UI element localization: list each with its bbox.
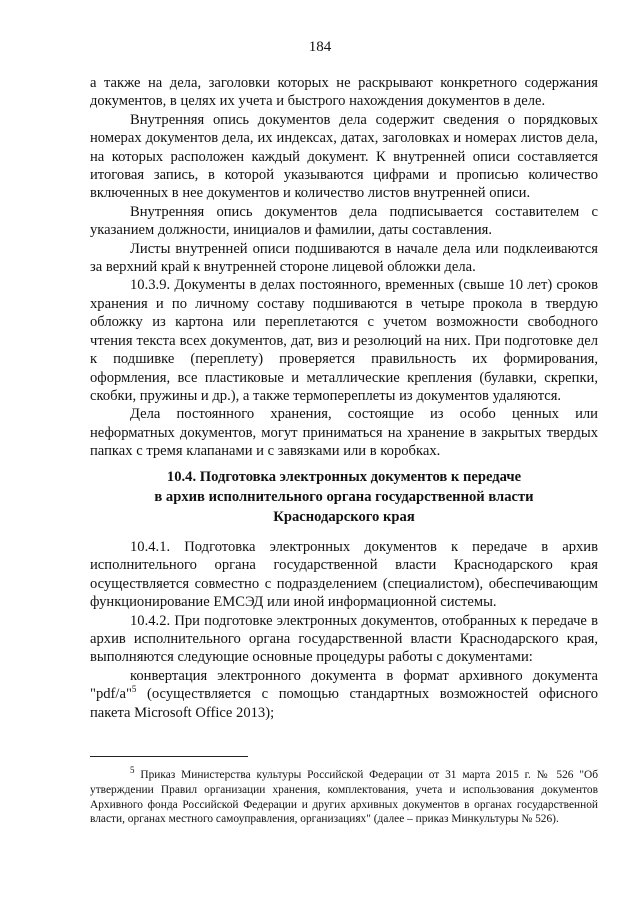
paragraph-inventory-sheets: Листы внутренней описи подшиваются в начале дела или подклеиваются за верхний край к внутренней стороне лицевой обложки дела.	[90, 240, 598, 276]
page-number: 184	[308, 39, 332, 55]
paragraph-10-4-2: 10.4.2. При подготовке электронных документов, отобранных к передаче в архив исполнительного органа государственной власти Краснодарского края, выполняются следующие основные процедуры работы с документами:	[90, 612, 598, 666]
paragraph-10-4-1: 10.4.1. Подготовка электронных документов к передаче в архив исполнительного органа государственной власти Краснодарского края осуществляется совместно с подразделением (специалистом), обеспечивающим функционирование ЕМСЭД или иной информационной системы.	[90, 539, 598, 611]
paragraph-continuation: а также на дела, заголовки которых не раскрывают конкретного содержания документов, в целях их учета и быстрого нахождения документов в деле.	[90, 75, 598, 110]
footnote-reference: 5	[131, 684, 137, 695]
section-heading-line: 10.4. Подготовка электронных документов к передаче	[166, 469, 522, 485]
footnote-divider	[90, 756, 248, 757]
section-heading-line: в архив исполнительного органа государственной власти	[154, 489, 534, 505]
section-heading-line: Краснодарского края	[273, 509, 415, 525]
conversion-item-text: конвертация электронного документа в формат архивного документа "pdf/a"	[90, 667, 598, 703]
paragraph-permanent-storage: Дела постоянного хранения, состоящие из особо ценных или неформатных документов, могут приниматься на хранение в закрытых твердых папках с тремя клапанами и с завязками или в коробках.	[90, 406, 598, 460]
body-text-top	[90, 74, 598, 461]
footnote-text: Приказ Министерства культуры Российской Федерации от 31 марта 2015 г. № 526 "Об утверждении Правил организации хранения, комплектования, учета и использования документов Архивного фонда Российской Федерации и других архивных документов в органах государственной власти, органах местного самоуправления, организациях" (далее – приказ Минкультуры № 526).	[90, 769, 598, 826]
footnote-number: 5	[130, 765, 135, 776]
paragraph-10-3-9: 10.3.9. Документы в делах постоянного, временных (свыше 10 лет) сроков хранения и по личному составу подшиваются в четыре прокола в твердую обложку из картона или переплетаются с учетом возможности свободного чтения текста всех документов, дат, виз и резолюций на них. При подготовке дел к подшивке (переплету) проверяется правильность их формирования, оформления, все пластиковые и металлические крепления (булавки, скрепки, скобки, пружины и др.), а также термопереплеты из документов удаляются.	[90, 277, 598, 404]
conversion-item-text-rest: (осуществляется с помощью стандартных возможностей офисного пакета Microsoft Office 2013);	[90, 686, 598, 721]
footnote	[90, 765, 598, 827]
paragraph-conversion-item	[90, 667, 598, 722]
paragraph-inner-inventory: Внутренняя опись документов дела содержит сведения о порядковых номерах документов дела, их индексах, датах, заголовках и номерах листов дела, на которых расположен каждый документ. К внутренней описи составляется итоговая запись, в которой указываются цифрами и прописью количество включенных в нее документов и количество листов внутренней описи.	[90, 111, 598, 202]
paragraph-inventory-signature: Внутренняя опись документов дела подписывается составителем с указанием должности, инициалов и фамилии, даты составления.	[90, 203, 598, 239]
body-text-section	[90, 538, 598, 722]
section-heading-10-4	[90, 467, 598, 527]
